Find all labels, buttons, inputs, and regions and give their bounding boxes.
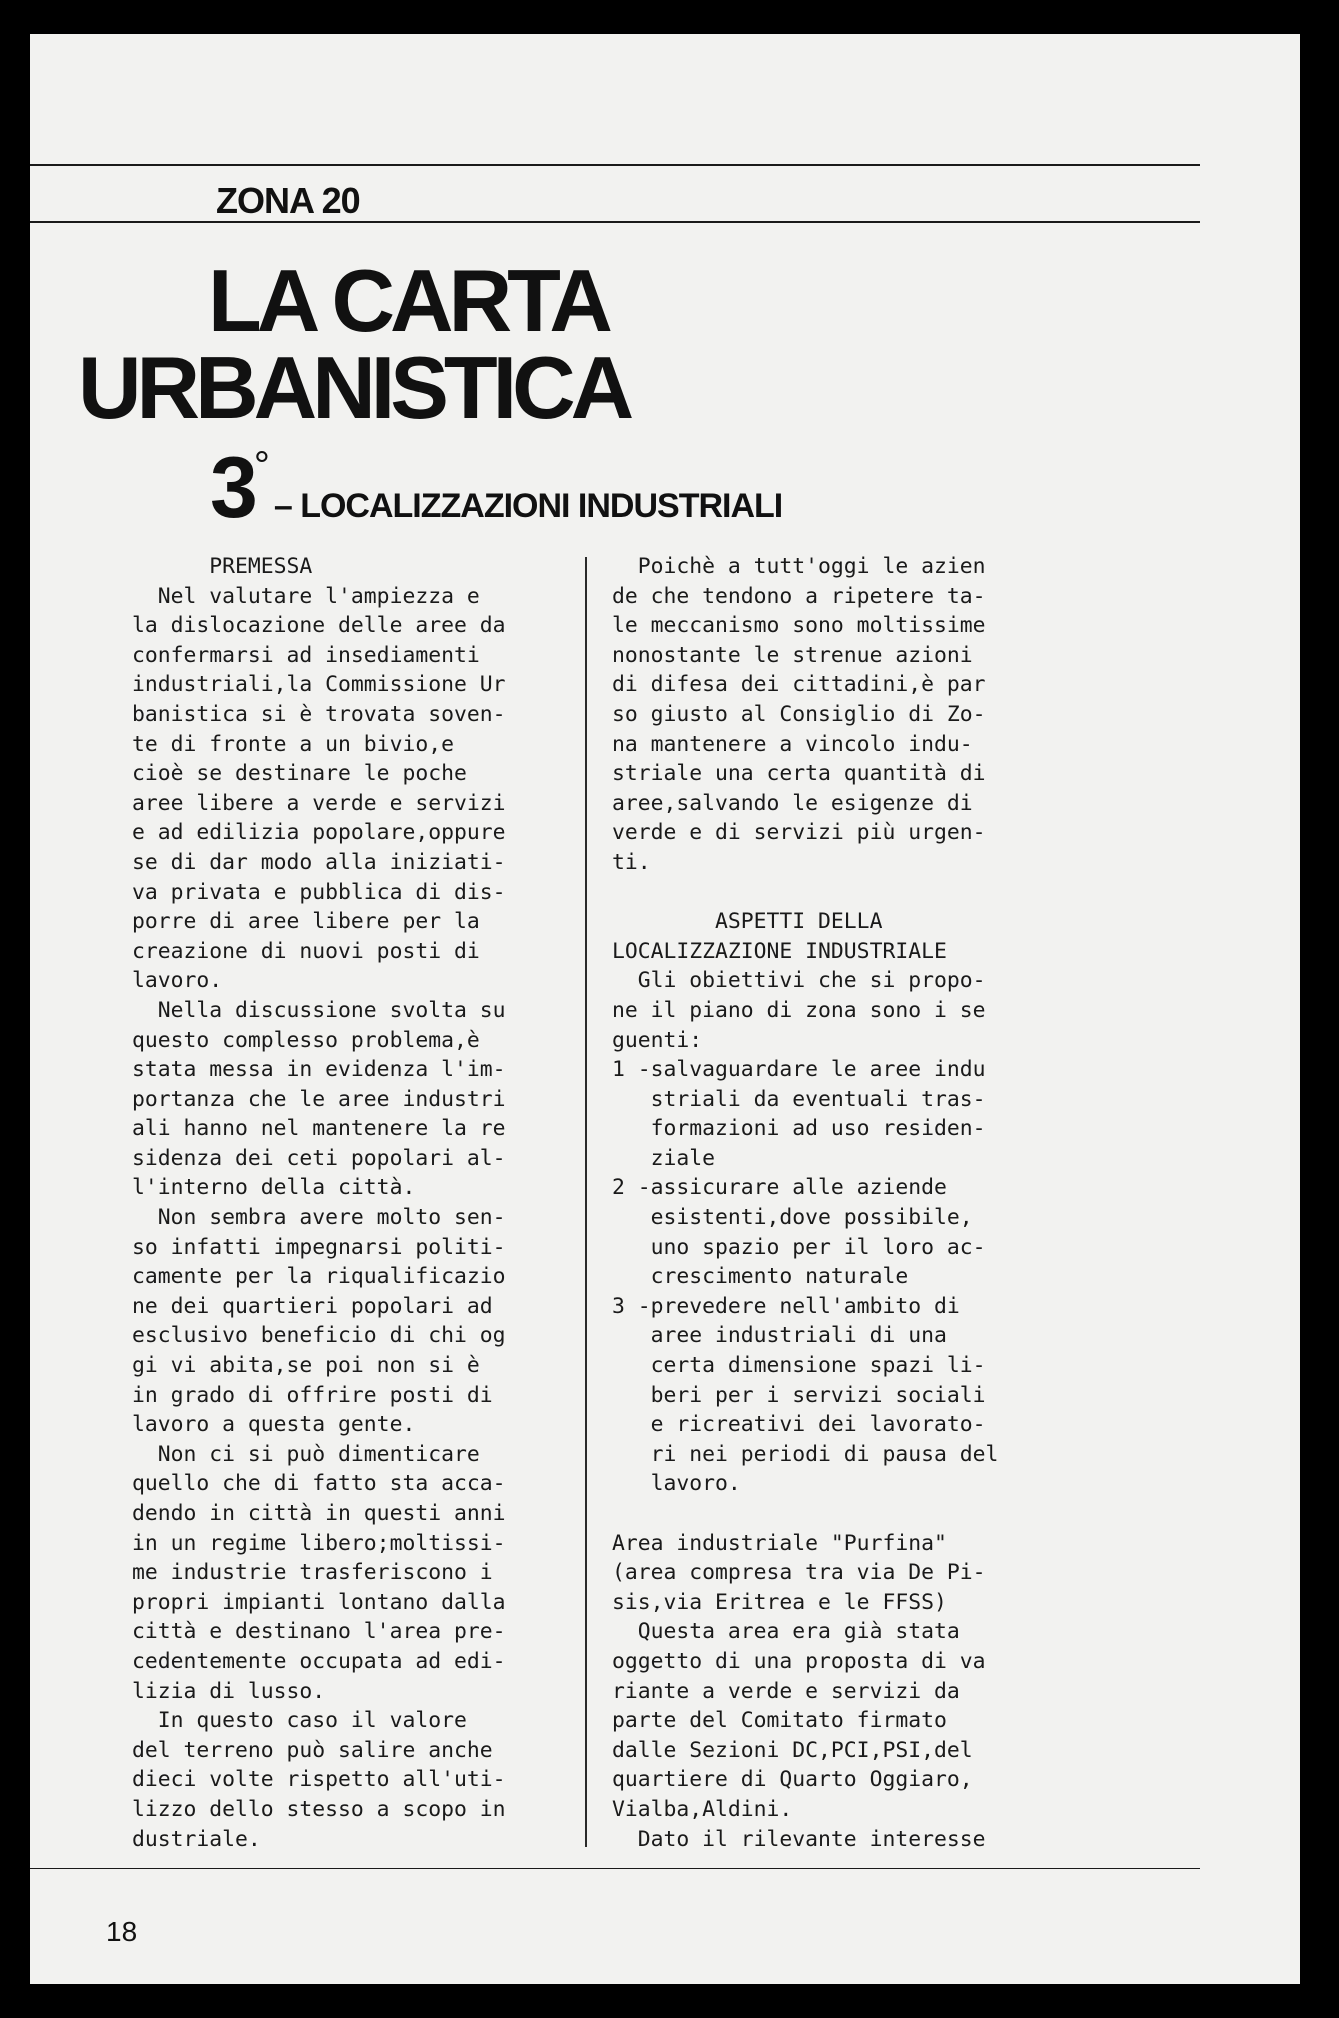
text-line: se di dar modo alla iniziati- (132, 849, 506, 875)
text-line: porre di aree libere per la (132, 909, 480, 935)
text-line: ASPETTI DELLA (612, 909, 883, 935)
text-line: ne dei quartieri popolari ad (132, 1293, 493, 1319)
text-line: aree industriali di una (612, 1323, 947, 1349)
text-line: 1 -salvaguardare le aree indu (612, 1057, 986, 1083)
text-line: uno spazio per il loro ac- (612, 1234, 986, 1260)
text-line: PREMESSA (132, 554, 313, 579)
text-line: ne il piano di zona sono i se (612, 997, 986, 1023)
text-line: stata messa in evidenza l'im- (132, 1057, 506, 1083)
text-line: la dislocazione delle aree da (132, 613, 506, 639)
text-line: cioè se destinare le poche (132, 761, 467, 787)
text-line: formazioni ad uso residen- (612, 1116, 986, 1142)
text-line: industriali,la Commissione Ur (132, 672, 506, 698)
text-line: e ricreativi dei lavorato- (612, 1412, 986, 1438)
text-line: striali da eventuali tras- (612, 1086, 986, 1112)
text-line: de che tendono a ripetere ta- (612, 583, 986, 609)
text-line: quartiere di Quarto Oggiaro, (612, 1767, 973, 1793)
text-line: Dato il rilevante interesse (612, 1826, 986, 1852)
text-line: va privata e pubblica di dis- (132, 879, 506, 905)
text-line: Gli obiettivi che si propo- (612, 968, 986, 994)
text-line: portanza che le aree industri (132, 1086, 506, 1112)
text-line: cedentemente occupata ad edi- (132, 1648, 506, 1674)
text-line: sis,via Eritrea e le FFSS) (612, 1589, 947, 1615)
subtitle-text: – LOCALIZZAZIONI INDUSTRIALI (273, 487, 783, 525)
text-line: so infatti impegnarsi politi- (132, 1234, 506, 1260)
text-line: Vialba,Aldini. (612, 1796, 793, 1822)
text-line: beri per i servizi sociali (612, 1382, 986, 1408)
text-line: Area industriale "Purfina" (612, 1530, 947, 1556)
bottom-rule (30, 1868, 1200, 1869)
text-line: ziale (612, 1145, 716, 1171)
text-line: ali hanno nel mantenere la re (132, 1116, 506, 1142)
text-line: creazione di nuovi posti di (132, 938, 480, 964)
text-line: Nel valutare l'ampiezza e (132, 583, 480, 609)
left-column (132, 552, 592, 1854)
subtitle-degree: ° (253, 444, 270, 488)
text-line: aree,salvando le esigenze di (612, 790, 973, 816)
text-line: aree libere a verde e servizi (132, 790, 506, 816)
text-line: dustriale. (132, 1826, 261, 1852)
text-line: del terreno può salire anche (132, 1737, 493, 1763)
text-line: me industrie trasferiscono i (132, 1560, 493, 1586)
text-line: e ad edilizia popolare,oppure (132, 820, 506, 846)
text-line: nonostante le strenue azioni (612, 642, 973, 668)
text-line: gi vi abita,se poi non si è (132, 1353, 480, 1379)
text-line: ri nei periodi di pausa del (612, 1441, 999, 1467)
text-line: na mantenere a vincolo indu- (612, 731, 973, 757)
text-line: In questo caso il valore (132, 1708, 467, 1734)
text-line: l'interno della città. (132, 1175, 416, 1201)
subtitle (210, 439, 782, 538)
text-line: esistenti,dove possibile, (612, 1205, 973, 1231)
subtitle-number: 3 (210, 440, 254, 536)
text-line: te di fronte a un bivio,e (132, 731, 454, 757)
text-line: so giusto al Consiglio di Zo- (612, 701, 986, 727)
text-line: esclusivo beneficio di chi og (132, 1323, 506, 1349)
title-line-1: LA CARTA (208, 251, 608, 350)
text-line: propri impianti lontano dalla (132, 1589, 506, 1615)
text-line: lavoro a questa gente. (132, 1412, 416, 1438)
text-line: dalle Sezioni DC,PCI,PSI,del (612, 1737, 973, 1763)
text-line: questo complesso problema,è (132, 1027, 480, 1053)
text-line: lizzo dello stesso a scopo in (132, 1796, 506, 1822)
text-line: lizia di lusso. (132, 1678, 326, 1704)
text-line: dieci volte rispetto all'uti- (132, 1767, 506, 1793)
zone-rule (30, 221, 1200, 223)
text-line: certa dimensione spazi li- (612, 1353, 986, 1379)
text-line (612, 1499, 1112, 1529)
text-line: parte del Comitato firmato (612, 1708, 947, 1734)
document-page (30, 34, 1300, 1984)
column-divider (585, 557, 587, 1847)
text-line: 3 -prevedere nell'ambito di (612, 1293, 960, 1319)
text-line: verde e di servizi più urgen- (612, 820, 986, 846)
top-rule (30, 164, 1200, 166)
text-line: sidenza dei ceti popolari al- (132, 1145, 506, 1171)
text-line: (area compresa tra via De Pi- (612, 1560, 986, 1586)
text-line: Nella discussione svolta su (132, 997, 506, 1023)
text-line: LOCALIZZAZIONE INDUSTRIALE (612, 938, 947, 964)
text-line: crescimento naturale (612, 1264, 909, 1290)
text-line: Questa area era già stata (612, 1619, 960, 1645)
text-line: oggetto di una proposta di va (612, 1648, 986, 1674)
right-column (612, 552, 1112, 1854)
text-line: guenti: (612, 1027, 703, 1053)
title-line-2: URBANISTICA (78, 338, 630, 437)
text-line: lavoro. (132, 968, 223, 994)
text-line: riante a verde e servizi da (612, 1678, 960, 1704)
text-line: 2 -assicurare alle aziende (612, 1175, 947, 1201)
text-line (612, 878, 1112, 908)
page-number: 18 (106, 1916, 138, 1947)
text-line: quello che di fatto sta acca- (132, 1471, 506, 1497)
text-line: striale una certa quantità di (612, 761, 986, 787)
text-line: camente per la riqualificazio (132, 1264, 506, 1290)
text-line: Non sembra avere molto sen- (132, 1205, 506, 1231)
text-line: in grado di offrire posti di (132, 1382, 493, 1408)
text-line: lavoro. (612, 1471, 741, 1497)
zone-label: ZONA 20 (216, 180, 360, 221)
text-line: dendo in città in questi anni (132, 1501, 506, 1526)
text-line: di difesa dei cittadini,è par (612, 672, 986, 698)
text-line: confermarsi ad insediamenti (132, 642, 480, 668)
text-line: Non ci si può dimenticare (132, 1441, 480, 1467)
text-line: ti. (612, 849, 651, 875)
text-line: città e destinano l'area pre- (132, 1619, 506, 1645)
text-line: in un regime libero;moltissi- (132, 1530, 506, 1556)
text-line: Poichè a tutt'oggi le azien (612, 554, 986, 579)
text-line: banistica si è trovata soven- (132, 701, 506, 727)
text-line: le meccanismo sono moltissime (612, 613, 986, 639)
